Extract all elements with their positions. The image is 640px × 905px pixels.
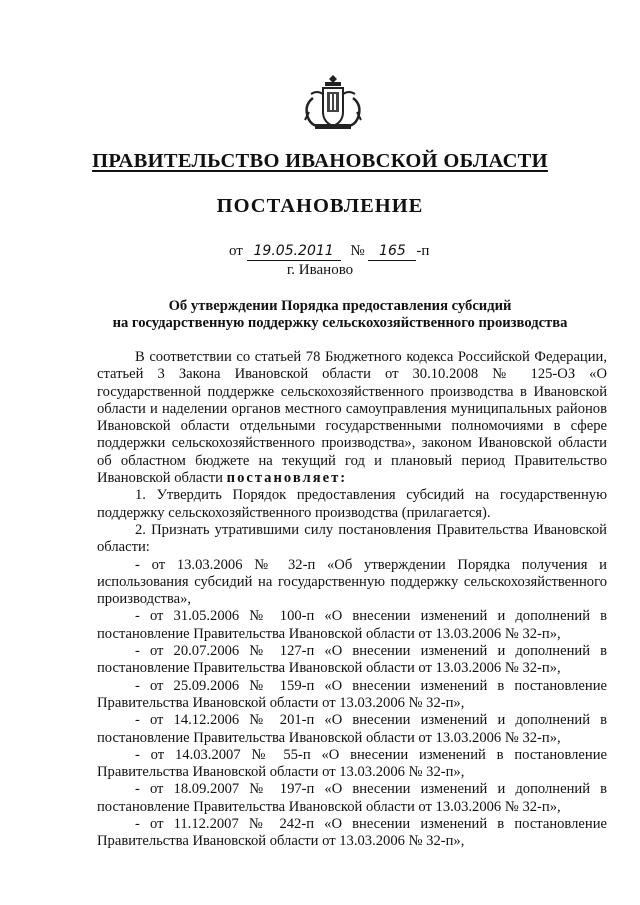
date-number-line xyxy=(229,243,429,261)
repealed-item: - от 25.09.2006 № 159-п «О внесении изменений в постановление Правительства Ивановской области от 13.03.2006 № 32-п», xyxy=(97,677,607,711)
city: г. Иваново xyxy=(286,262,354,278)
number-prefix: № xyxy=(350,243,365,259)
handwritten-date: 19.05.2011 xyxy=(247,243,341,261)
repealed-item: - от 31.05.2006 № 100-п «О внесении изменений и дополнений в постановление Правительства Ивановской области от 13.03.2006 № 32-п», xyxy=(97,608,607,642)
preamble-text: В соответствии со статьей 78 Бюджетного кодекса Российской Федерации, статьей 3 Закона Ивановской области от 30.10.2008 № 125-ОЗ «О государственной поддержке сельскохозяйственного производства в Ивановской области и наделении органов местного самоуправления муниципальных районов Ивановской области отдельными государственными полномочиями в сфере поддержки сельскохозяйственного производства», законом Ивановской области об областном бюджете на текущий год и плановый период Правительство Ивановской области xyxy=(97,349,607,487)
item-1: 1. Утвердить Порядок предоставления субсидий на государственную поддержку сельскохозяйственного производства (прилагается). xyxy=(97,487,607,521)
subject-line-2: на государственную поддержку сельскохозяйственного производства xyxy=(112,315,568,331)
repealed-item: - от 13.03.2006 № 32-п «Об утверждении Порядка получения и использования субсидий на государственную поддержку сельскохозяйственного производства», xyxy=(97,556,607,608)
preamble-paragraph xyxy=(97,349,607,487)
handwritten-number: 165 xyxy=(368,243,416,261)
date-prefix: от xyxy=(229,243,243,259)
document-subject xyxy=(80,298,600,332)
decree-word: постановляет: xyxy=(226,470,348,487)
document-type: ПОСТАНОВЛЕНИЕ xyxy=(216,195,424,217)
coat-of-arms-icon xyxy=(303,72,363,134)
repealed-item: - от 14.12.2006 № 201-п «О внесении изменений и дополнений в постановление Правительства Ивановской области от 13.03.2006 № 32-п», xyxy=(97,712,607,746)
repealed-item: - от 18.09.2007 № 197-п «О внесении изменений и дополнений в постановление Правительства Ивановской области от 13.03.2006 № 32-п», xyxy=(97,781,607,815)
number-suffix: -п xyxy=(416,243,430,259)
item-2: 2. Признать утратившими силу постановления Правительства Ивановской области: xyxy=(97,521,607,556)
government-title: ПРАВИТЕЛЬСТВО ИВАНОВСКОЙ ОБЛАСТИ xyxy=(92,150,548,172)
subject-line-1: Об утверждении Порядка предоставления субсидий xyxy=(168,298,512,314)
repealed-item: - от 20.07.2006 № 127-п «О внесении изменений и дополнений в постановление Правительства Ивановской области от 13.03.2006 № 32-п», xyxy=(97,643,607,677)
repealed-item: - от 14.03.2007 № 55-п «О внесении изменений в постановление Правительства Ивановской области от 13.03.2006 № 32-п», xyxy=(97,746,607,781)
document-body xyxy=(97,349,607,851)
repealed-item: - от 11.12.2007 № 242-п «О внесении изменений в постановление Правительства Ивановской области от 13.03.2006 № 32-п», xyxy=(97,816,607,850)
